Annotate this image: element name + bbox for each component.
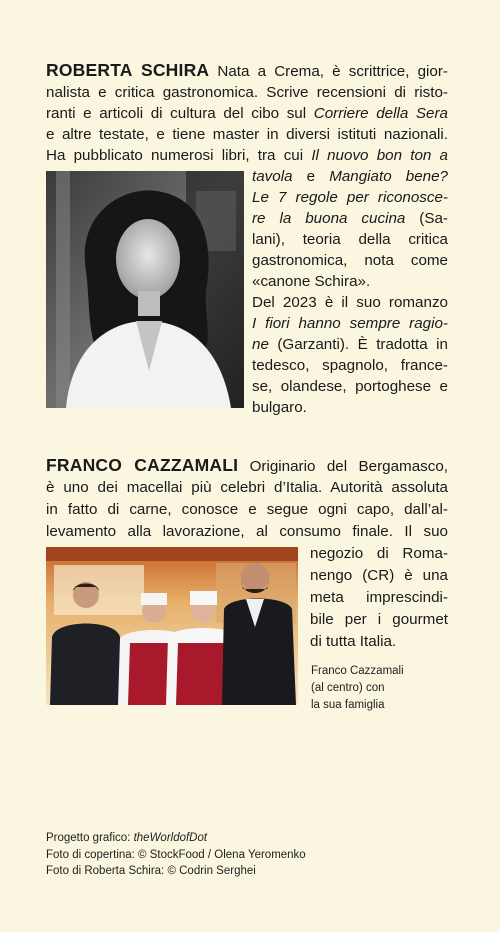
author1-name: ROBERTA SCHIRA <box>46 60 210 80</box>
credit-design: Progetto grafico: theWorldofDot <box>46 832 208 844</box>
author1-portrait-photo <box>46 171 244 408</box>
author2-name: FRANCO CAZZAMALI <box>46 455 239 475</box>
author2-family-photo <box>46 547 298 705</box>
credit-cover: Foto di copertina: © StockFood / Olena Yeromenko <box>46 848 306 861</box>
credit-portrait: Foto di Roberta Schira: © Codrin Serghei <box>46 865 256 877</box>
credits <box>46 830 466 880</box>
family-photo-caption: Franco Cazzamali (al centro) con la sua famiglia <box>311 665 404 711</box>
